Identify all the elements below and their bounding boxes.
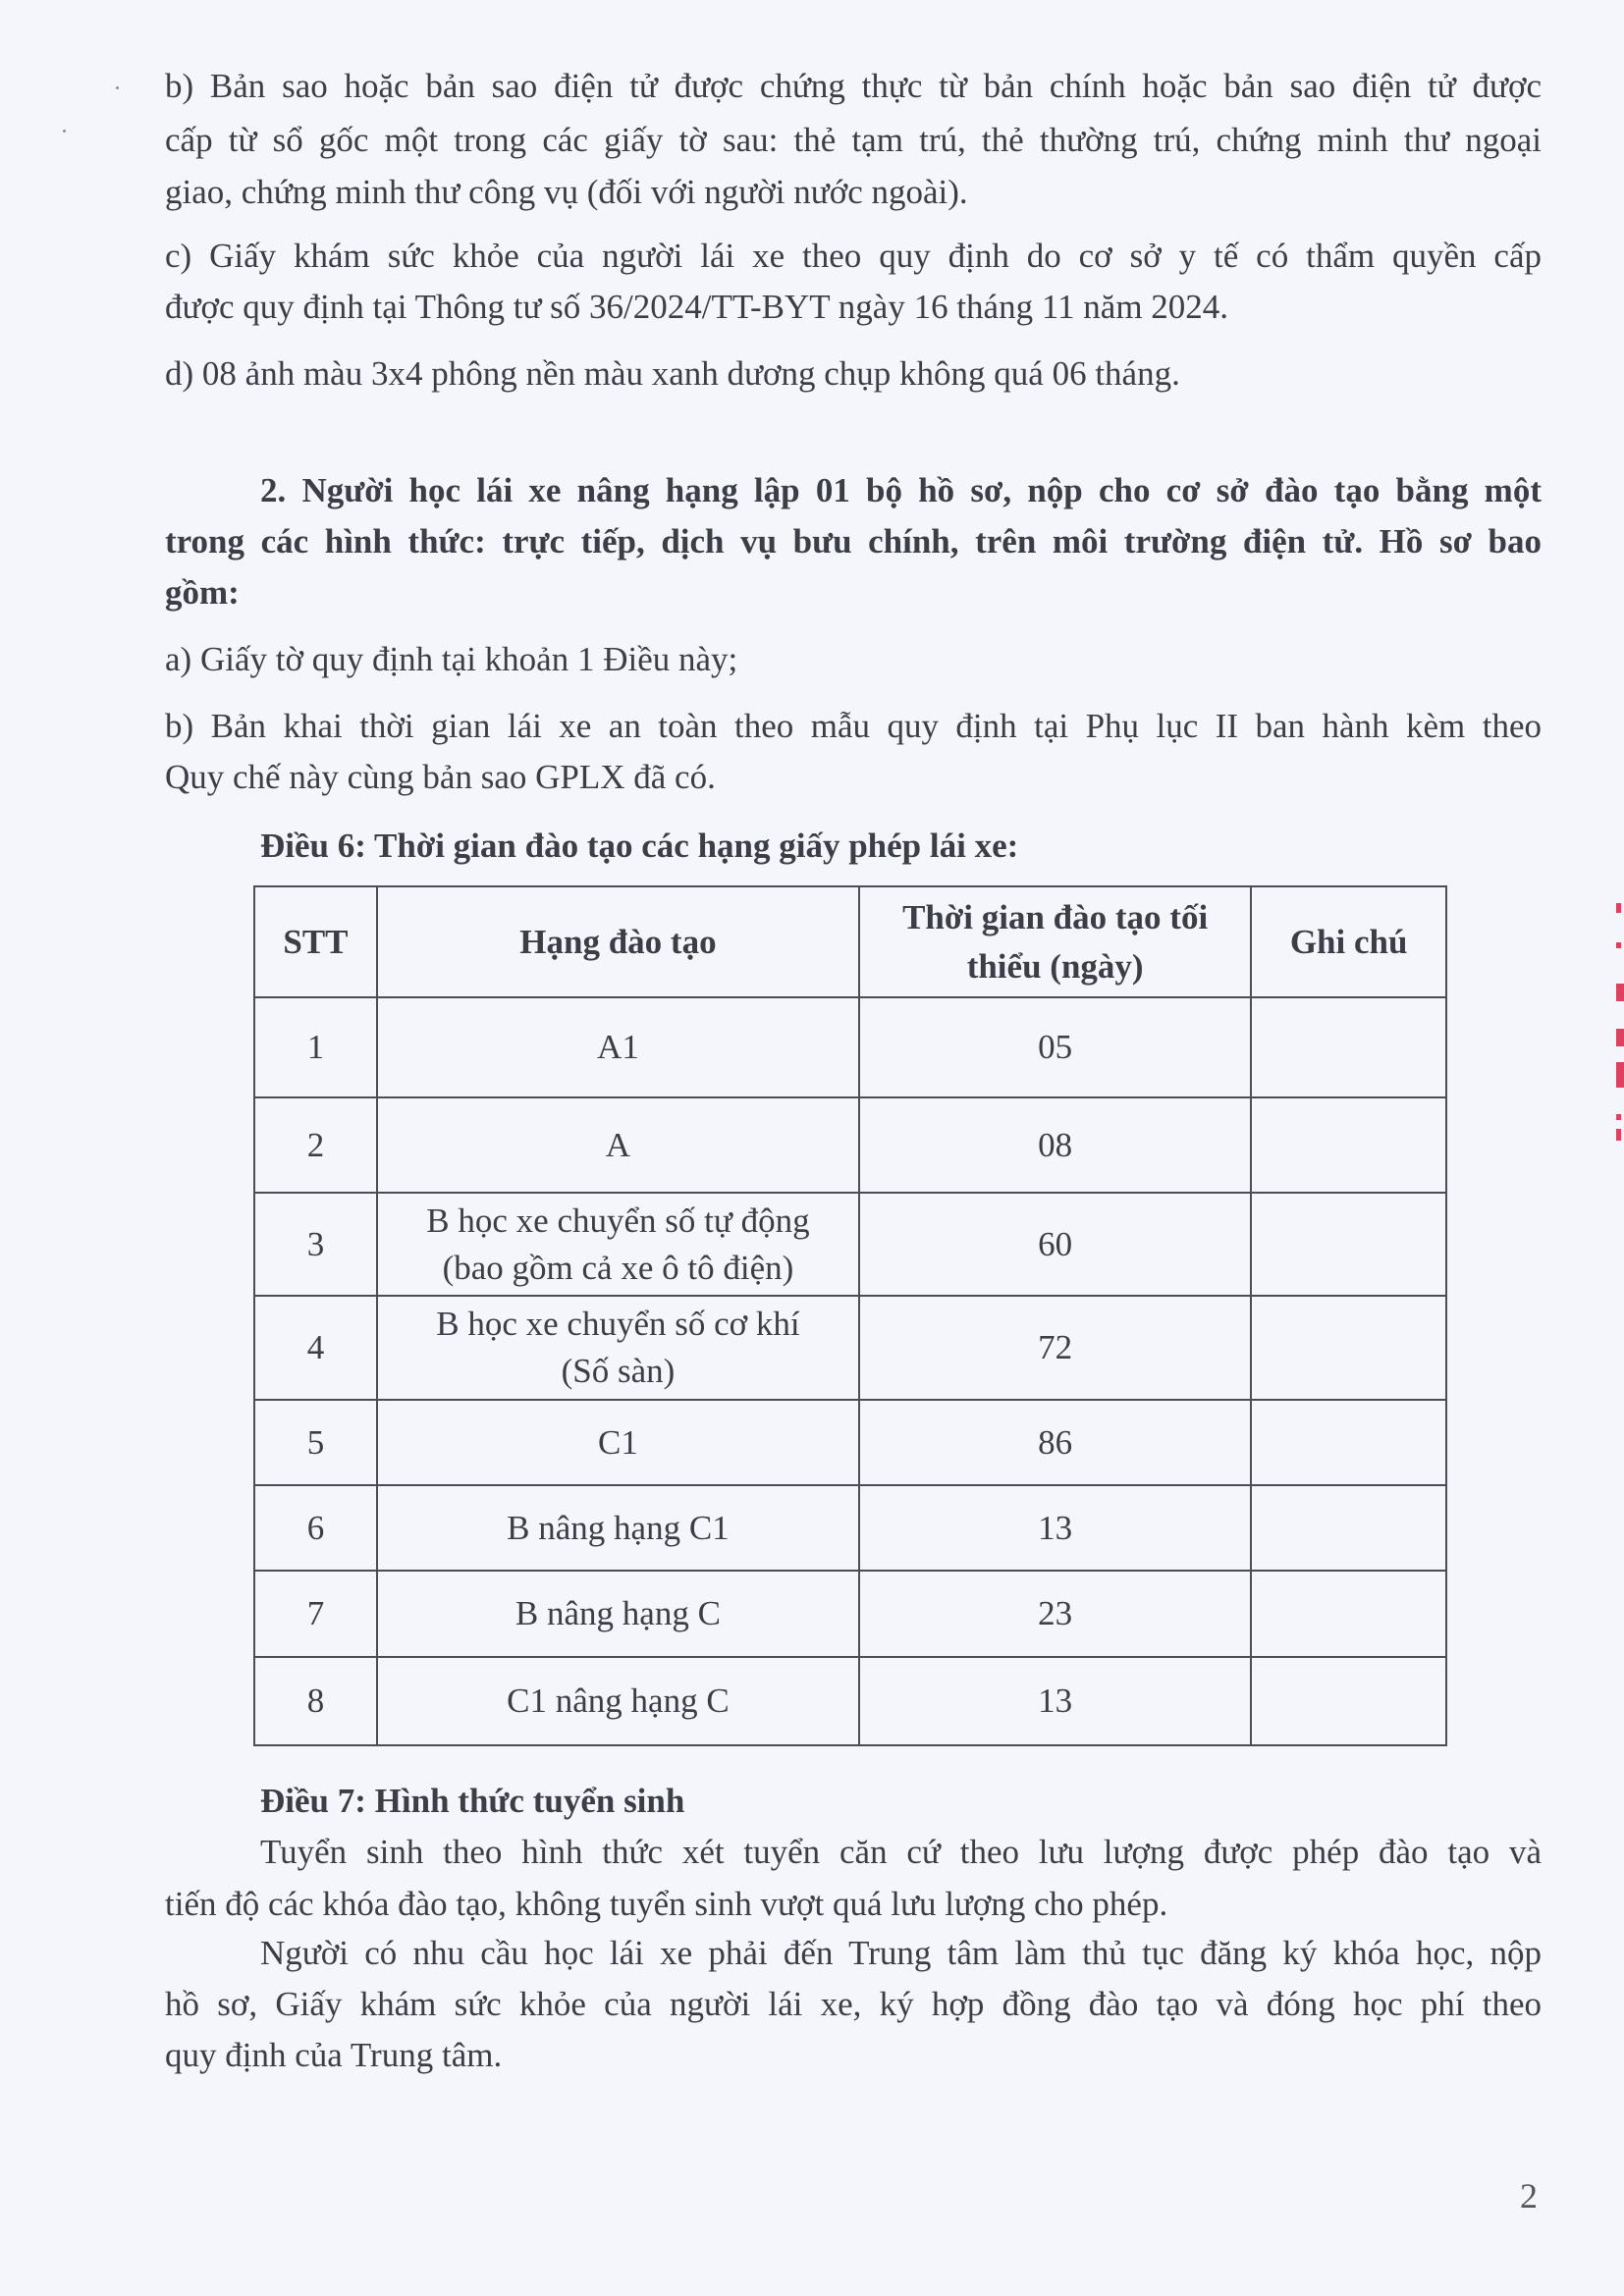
cell-note: [1251, 1193, 1446, 1296]
cell-note: [1251, 1657, 1446, 1745]
red-stamp-fragment: [1616, 1129, 1621, 1141]
cell-stt: 5: [254, 1400, 377, 1485]
table-row: [254, 1097, 1446, 1193]
scan-speck: [63, 130, 66, 133]
article-7-p2-line-3: quy định của Trung tâm.: [165, 2036, 503, 2074]
cell-class: C1 nâng hạng C: [377, 1657, 859, 1745]
para-b-line-2: cấp từ sổ gốc một trong các giấy tờ sau: thẻ tạm trú, thẻ thường trú, chứng minh thư ngoại: [165, 121, 1542, 159]
header-min-days: [859, 886, 1251, 997]
para-c-line-2: được quy định tại Thông tư số 36/2024/TT-BYT ngày 16 tháng 11 năm 2024.: [165, 288, 1229, 326]
article-7-p2-line-2: hồ sơ, Giấy khám sức khỏe của người lái xe, ký hợp đồng đào tạo và đóng học phí theo: [165, 1985, 1542, 2023]
section-2-item-b-line-2: Quy chế này cùng bản sao GPLX đã có.: [165, 758, 716, 796]
cell-days: 05: [859, 997, 1251, 1097]
cell-days: 86: [859, 1400, 1251, 1485]
cell-class-line-1: B học xe chuyển số cơ khí: [436, 1305, 800, 1343]
cell-class-line-2: (Số sàn): [561, 1352, 676, 1390]
cell-class: C1: [377, 1400, 859, 1485]
cell-note: [1251, 1571, 1446, 1657]
section-2-item-a: a) Giấy tờ quy định tại khoản 1 Điều này;: [165, 640, 738, 678]
red-stamp-fragment: [1616, 1062, 1624, 1088]
red-stamp-fragment: [1616, 903, 1621, 913]
section-2-item-b-line-1: b) Bản khai thời gian lái xe an toàn theo mẫu quy định tại Phụ lục II ban hành kèm theo: [165, 707, 1542, 745]
cell-note: [1251, 1296, 1446, 1400]
para-b-line-1: b) Bản sao hoặc bản sao điện tử được chứng thực từ bản chính hoặc bản sao điện tử được: [165, 67, 1542, 105]
header-note: Ghi chú: [1251, 886, 1446, 997]
cell-class-line-2: (bao gồm cả xe ô tô điện): [442, 1248, 794, 1287]
cell-class: B nâng hạng C: [377, 1571, 859, 1657]
para-d: d) 08 ảnh màu 3x4 phông nền màu xanh dương chụp không quá 06 tháng.: [165, 354, 1180, 393]
article-7-p1-line-2: tiến độ các khóa đào tạo, không tuyển sinh vượt quá lưu lượng cho phép.: [165, 1885, 1168, 1923]
cell-class: B nâng hạng C1: [377, 1485, 859, 1571]
cell-days: 08: [859, 1097, 1251, 1193]
cell-note: [1251, 997, 1446, 1097]
red-stamp-fragment: [1616, 984, 1624, 1001]
header-class: Hạng đào tạo: [377, 886, 859, 997]
table-row: [254, 1400, 1446, 1485]
cell-days: 23: [859, 1571, 1251, 1657]
page-number: 2: [1520, 2176, 1538, 2216]
cell-note: [1251, 1485, 1446, 1571]
training-duration-table: [253, 885, 1447, 1746]
cell-class: [377, 1296, 859, 1400]
para-c-line-1: c) Giấy khám sức khỏe của người lái xe theo quy định do cơ sở y tế có thẩm quyền cấp: [165, 237, 1542, 275]
section-2-line-3: gồm:: [165, 573, 240, 612]
article-7-p2-line-1: Người có nhu cầu học lái xe phải đến Trung tâm làm thủ tục đăng ký khóa học, nộp: [260, 1934, 1542, 1972]
scan-speck: [116, 86, 119, 89]
table-row: [254, 1193, 1446, 1296]
cell-class-line-1: B học xe chuyển số tự động: [426, 1201, 810, 1240]
red-stamp-fragment: [1616, 1029, 1624, 1046]
cell-days: 13: [859, 1485, 1251, 1571]
cell-class: A: [377, 1097, 859, 1193]
cell-note: [1251, 1097, 1446, 1193]
cell-stt: 1: [254, 997, 377, 1097]
red-stamp-fragment: [1616, 942, 1621, 948]
cell-stt: 2: [254, 1097, 377, 1193]
cell-stt: 3: [254, 1193, 377, 1296]
table-row: [254, 1296, 1446, 1400]
cell-note: [1251, 1400, 1446, 1485]
table-row: [254, 1571, 1446, 1657]
para-b-line-3: giao, chứng minh thư công vụ (đối với người nước ngoài).: [165, 173, 968, 211]
red-stamp-fragment: [1616, 1114, 1621, 1120]
header-min-days-line-2: thiểu (ngày): [966, 946, 1144, 986]
article-6-heading: Điều 6: Thời gian đào tạo các hạng giấy phép lái xe:: [260, 827, 1019, 865]
cell-class: [377, 1193, 859, 1296]
cell-stt: 6: [254, 1485, 377, 1571]
table-row: [254, 1657, 1446, 1745]
cell-stt: 7: [254, 1571, 377, 1657]
article-7-heading: Điều 7: Hình thức tuyển sinh: [260, 1782, 685, 1820]
article-7-p1-line-1: Tuyển sinh theo hình thức xét tuyển căn cứ theo lưu lượng được phép đào tạo và: [260, 1833, 1542, 1871]
cell-days: 13: [859, 1657, 1251, 1745]
table-row: [254, 997, 1446, 1097]
section-2-line-2: trong các hình thức: trực tiếp, dịch vụ bưu chính, trên môi trường điện tử. Hồ sơ bao: [165, 522, 1542, 561]
cell-stt: 4: [254, 1296, 377, 1400]
cell-class: A1: [377, 997, 859, 1097]
section-2-line-1: 2. Người học lái xe nâng hạng lập 01 bộ hồ sơ, nộp cho cơ sở đào tạo bằng một: [260, 471, 1542, 509]
cell-days: 72: [859, 1296, 1251, 1400]
cell-stt: 8: [254, 1657, 377, 1745]
header-min-days-line-1: Thời gian đào tạo tối: [902, 897, 1209, 936]
header-stt: STT: [254, 886, 377, 997]
table-header-row: [254, 886, 1446, 997]
cell-days: 60: [859, 1193, 1251, 1296]
table-row: [254, 1485, 1446, 1571]
